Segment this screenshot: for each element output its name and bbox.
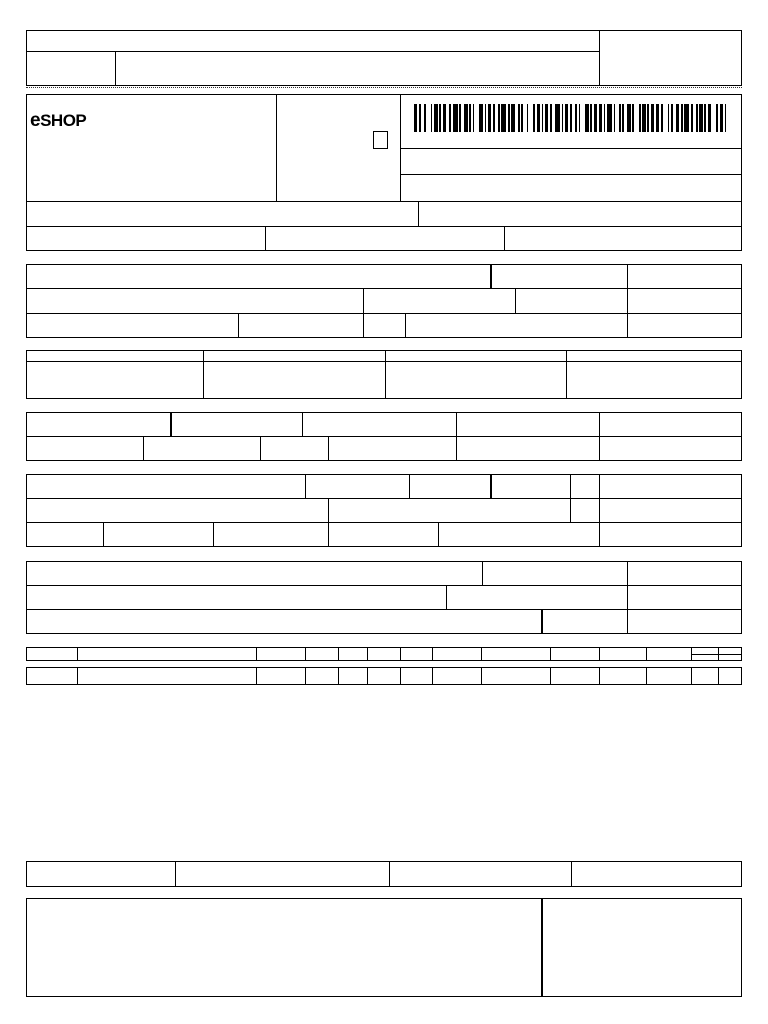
- products-column-divider: [367, 647, 368, 661]
- state-registration-row: [26, 226, 742, 251]
- barcode-bar: [518, 104, 520, 132]
- carrier-divider-c: [490, 474, 492, 498]
- carrier-divider-a: [305, 474, 306, 498]
- protocol-divider: [418, 201, 419, 227]
- recipient-divider-d: [515, 288, 516, 313]
- barcode-bar: [464, 104, 467, 132]
- shipping-row-2-line: [26, 609, 742, 610]
- tax-divider-1: [170, 412, 172, 436]
- barcode-bar: [453, 104, 458, 132]
- access-key-divider: [400, 148, 742, 149]
- barcode-bar: [691, 104, 693, 132]
- barcode-bar: [493, 104, 495, 132]
- barcode-bar: [604, 104, 606, 132]
- products-column-divider: [338, 647, 339, 661]
- carrier-section: [26, 474, 742, 547]
- products-column-divider: [646, 647, 647, 661]
- barcode-bar: [716, 104, 718, 132]
- products-column-divider: [481, 667, 482, 685]
- shipping-row-1-line: [26, 585, 742, 586]
- carrier-divider-g: [103, 522, 104, 547]
- invoice-header-line: [26, 361, 742, 362]
- auth-protocol-divider: [400, 174, 742, 175]
- cut-line: [26, 87, 742, 88]
- barcode-bar: [419, 104, 421, 132]
- products-column-divider: [400, 667, 401, 685]
- barcode-bar: [537, 104, 540, 132]
- barcode-bar: [459, 104, 461, 132]
- barcode-bar: [434, 104, 437, 132]
- barcode-bar: [424, 104, 426, 132]
- barcode-bar: [498, 104, 500, 132]
- reserved-area-divider: [541, 898, 543, 997]
- barcode-bar: [590, 104, 592, 132]
- barcode-bar: [550, 104, 552, 132]
- barcode-bar: [585, 104, 588, 132]
- barcode-icon: [414, 104, 728, 132]
- recipient-divider-c: [363, 288, 364, 338]
- products-column-divider: [481, 647, 482, 661]
- products-table-header: [26, 647, 742, 661]
- barcode-bar: [656, 104, 659, 132]
- products-column-divider: [599, 647, 600, 661]
- additional-data-section: [26, 898, 742, 997]
- barcode-bar: [579, 104, 581, 132]
- tax-divider-3: [456, 412, 457, 461]
- tax-divider-6: [260, 436, 261, 461]
- barcode-bar: [720, 104, 723, 132]
- barcode-bar: [614, 104, 616, 132]
- products-column-divider: [432, 647, 433, 661]
- recipient-row-1-line: [26, 288, 742, 289]
- barcode-bar: [443, 104, 446, 132]
- recipient-divider-a: [490, 264, 492, 288]
- barcode-bar: [725, 104, 727, 132]
- barcode-bar: [696, 104, 698, 132]
- barcode-bar: [639, 104, 641, 132]
- barcode-bar: [671, 104, 673, 132]
- products-column-divider: [256, 667, 257, 685]
- products-table-row: [26, 667, 742, 685]
- barcode-bar: [607, 104, 612, 132]
- barcode-bar: [622, 104, 624, 132]
- products-column-divider: [550, 647, 551, 661]
- barcode-bar: [699, 104, 702, 132]
- shipping-divider-c: [446, 585, 447, 609]
- barcode-bar: [508, 104, 510, 132]
- barcode-bar: [488, 104, 491, 132]
- barcode-bar: [555, 104, 560, 132]
- shipping-divider-b: [627, 561, 628, 634]
- logo-text: SHOP: [40, 111, 87, 130]
- barcode-bar: [570, 104, 572, 132]
- tax-divider-5: [143, 436, 144, 461]
- carrier-row-2-line: [26, 522, 742, 523]
- barcode-bar: [479, 104, 482, 132]
- barcode-bar: [485, 104, 487, 132]
- receipt-stub: [26, 30, 742, 86]
- products-column-divider: [338, 667, 339, 685]
- carrier-divider-i: [438, 522, 439, 547]
- barcode-bar: [651, 104, 654, 132]
- barcode-bar: [676, 104, 679, 132]
- barcode-bar: [627, 104, 630, 132]
- tax-divider-2: [302, 412, 303, 436]
- carrier-divider-b: [409, 474, 410, 498]
- products-column-divider: [691, 667, 692, 685]
- products-column-divider: [256, 647, 257, 661]
- carrier-divider-h: [213, 522, 214, 547]
- recipient-row-2-line: [26, 313, 742, 314]
- products-column-divider: [367, 667, 368, 685]
- invoice-divider-1: [203, 350, 204, 399]
- issqn-section: [26, 861, 742, 887]
- recipient-divider-e: [238, 313, 239, 338]
- barcode-bar: [684, 104, 689, 132]
- receipt-signature-divider: [599, 30, 600, 86]
- issqn-divider-2: [389, 861, 390, 887]
- tax-row-line: [26, 436, 742, 437]
- receipt-divider: [26, 51, 600, 52]
- recipient-divider-f: [405, 313, 406, 338]
- invoice-divider-2: [385, 350, 386, 399]
- products-column-divider: [77, 667, 78, 685]
- barcode-bar: [521, 104, 523, 132]
- products-column-divider: [400, 647, 401, 661]
- carrier-row-1-line: [26, 498, 742, 499]
- barcode-bar: [511, 104, 514, 132]
- barcode-bar: [439, 104, 441, 132]
- carrier-divider-e: [599, 474, 600, 547]
- barcode-bar: [562, 104, 564, 132]
- issqn-divider-1: [175, 861, 176, 887]
- barcode-bar: [594, 104, 597, 132]
- barcode-bar: [668, 104, 670, 132]
- barcode-bar: [431, 104, 433, 132]
- barcode-bar: [632, 104, 634, 132]
- carrier-divider-d: [570, 474, 571, 522]
- tax-divider-7: [328, 436, 329, 461]
- recipient-section: [26, 264, 742, 338]
- barcode-bar: [619, 104, 621, 132]
- barcode-bar: [575, 104, 577, 132]
- barcode-bar: [647, 104, 649, 132]
- invoice-section: [26, 350, 742, 399]
- products-header-split: [691, 654, 742, 655]
- products-column-divider: [599, 667, 600, 685]
- barcode-bar: [449, 104, 451, 132]
- carrier-divider-f: [328, 498, 329, 547]
- state-reg-divider-2: [504, 226, 505, 251]
- logo-mark: e: [30, 110, 41, 131]
- barcode-bar: [527, 104, 529, 132]
- state-reg-divider-1: [265, 226, 266, 251]
- shipping-section: [26, 561, 742, 634]
- barcode-bar: [681, 104, 683, 132]
- barcode-bar: [708, 104, 711, 132]
- entry-exit-checkbox[interactable]: [373, 131, 388, 149]
- barcode-bar: [414, 104, 417, 132]
- invoice-divider-3: [566, 350, 567, 399]
- products-column-divider: [305, 667, 306, 685]
- operation-nature-field: [26, 201, 742, 227]
- barcode-bar: [642, 104, 645, 132]
- products-column-divider: [432, 667, 433, 685]
- products-column-divider: [550, 667, 551, 685]
- barcode-bar: [661, 104, 663, 132]
- barcode-bar: [473, 104, 475, 132]
- barcode-bar: [542, 104, 544, 132]
- brand-logo: [30, 110, 86, 132]
- products-column-divider: [305, 647, 306, 661]
- receipt-date-divider: [115, 51, 116, 86]
- barcode-bar: [469, 104, 471, 132]
- shipping-divider-a: [482, 561, 483, 585]
- issqn-divider-3: [571, 861, 572, 887]
- recipient-divider-b: [627, 264, 628, 338]
- barcode-bar: [565, 104, 568, 132]
- products-column-divider: [77, 647, 78, 661]
- products-column-divider: [718, 667, 719, 685]
- tax-divider-4: [599, 412, 600, 461]
- shipping-divider-d: [541, 609, 543, 634]
- barcode-bar: [501, 104, 506, 132]
- barcode-bar: [545, 104, 548, 132]
- products-column-divider: [646, 667, 647, 685]
- barcode-bar: [704, 104, 706, 132]
- barcode-bar: [599, 104, 602, 132]
- barcode-bar: [533, 104, 535, 132]
